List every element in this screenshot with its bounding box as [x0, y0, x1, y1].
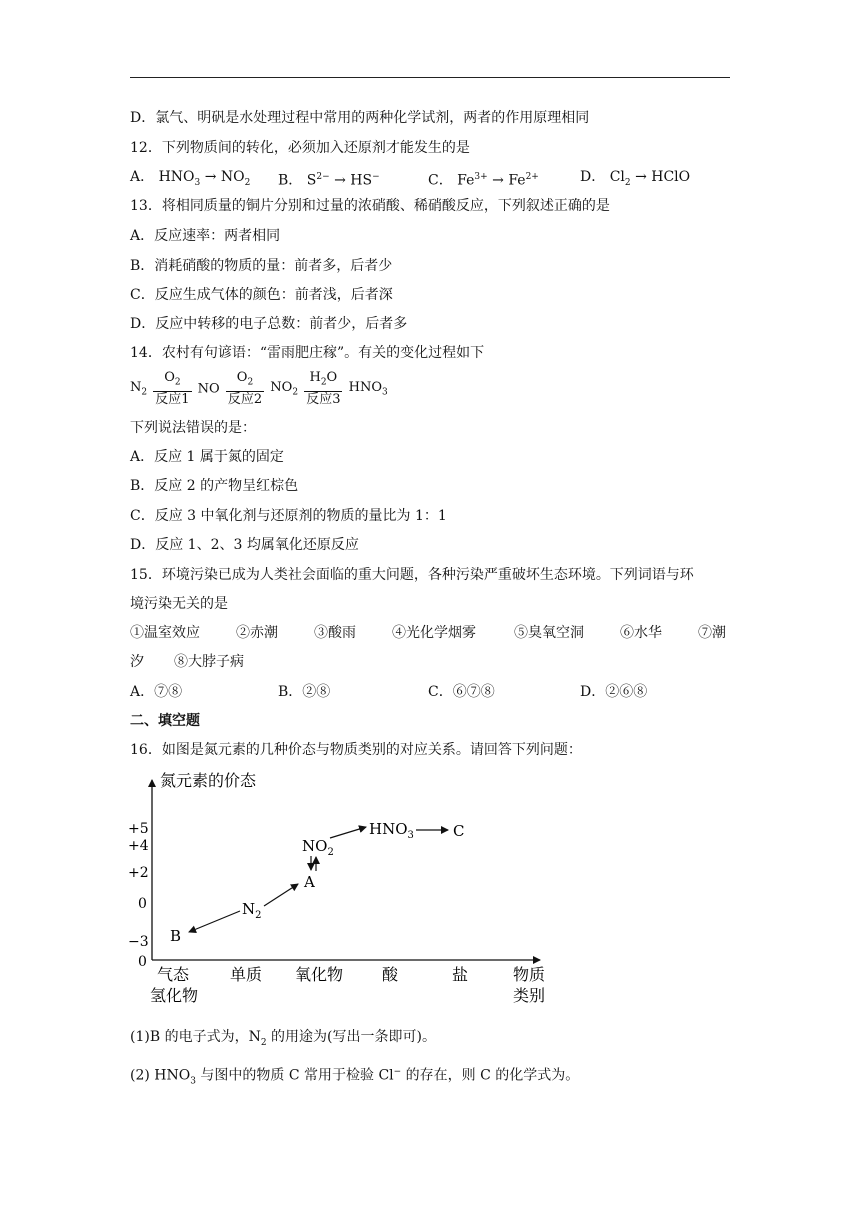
eq-no2: $NO_2$	[270, 380, 299, 398]
q13-option-a: A．反应速率：两者相同	[130, 228, 281, 244]
x-tick-category: 物质	[513, 965, 546, 984]
q15-option-c: C．⑥⑦⑧	[428, 684, 495, 700]
x-tick-gaseous-hydride-2: 氢化物	[150, 986, 199, 1005]
arrow-no2-to-hno3	[330, 827, 366, 838]
arrow-n2-to-b	[189, 911, 240, 932]
q15-item-6: ⑥水华	[620, 625, 662, 641]
q16-part-2: (2) $HNO_3$ 与图中的物质 C 常用于检验 Cl− 的存在，则 C 的化学式为。	[130, 1067, 580, 1087]
y-tick-plus2: +2	[128, 865, 149, 881]
x-tick-acid: 酸	[382, 965, 399, 984]
q14-sub-stem: 下列说法错误的是：	[130, 420, 256, 436]
point-a: A	[304, 873, 315, 891]
section-2-heading: 二、填空题	[130, 713, 200, 729]
q12-option-d: D． $Cl_2$ → HClO	[580, 169, 691, 188]
q15-item-8: ⑧大脖子病	[174, 654, 244, 670]
q12-option-b: B． $S^{2-} \to HS^-$	[278, 172, 380, 189]
point-hno3: $HNO_3$	[369, 820, 414, 841]
q12-option-c: C． $Fe^{3+} \to Fe^{2+}$	[428, 172, 539, 189]
q12-option-a: A． $HNO_3 \to NO_2$	[130, 169, 251, 188]
x-tick-gaseous-hydride: 气态	[157, 965, 190, 984]
y-axis-label: 氮元素的价态	[160, 771, 257, 790]
eq-reaction-2: $\frac{O_2}{\text{反应2}}$	[227, 370, 263, 407]
header-rule	[130, 77, 730, 78]
x-tick-category-2: 类别	[513, 986, 546, 1005]
q15-item-1: ①温室效应	[130, 625, 200, 641]
q15-item-7: ⑦潮	[698, 625, 726, 641]
y-tick-plus5: +5	[128, 821, 149, 837]
y-tick-zero: 0	[138, 896, 147, 912]
q14-option-d: D．反应 1、2、3 均属氧化还原反应	[130, 537, 359, 553]
eq-reaction-3: $\frac{H_2O}{\text{反应3}}$	[306, 370, 341, 407]
eq-hno3: $HNO_3$	[348, 380, 388, 398]
x-tick-oxide: 氧化物	[295, 965, 344, 984]
q13-stem: 13．将相同质量的铜片分别和过量的浓硝酸、稀硝酸反应，下列叙述正确的是	[130, 198, 610, 214]
origin-label: 0	[138, 954, 147, 970]
q16-stem: 16．如图是氮元素的几种价态与物质类别的对应关系。请回答下列问题：	[130, 742, 582, 758]
q16-part-1: (1)B 的电子式为，$N_2$ 的用途为(写出一条即可)。	[130, 1029, 436, 1048]
q14-option-c: C．反应 3 中氧化剂与还原剂的物质的量比为 1：1	[130, 508, 447, 524]
arrow-n2-to-a	[264, 884, 298, 906]
q12-stem: 12．下列物质间的转化，必须加入还原剂才能发生的是	[130, 140, 470, 156]
q13-option-b: B．消耗硝酸的物质的量：前者多，后者少	[130, 258, 393, 274]
q15-stem-line1: 15．环境污染已成为人类社会面临的重大问题，各种污染严重破坏生态环境。下列词语与环	[130, 567, 694, 583]
q15-item-2: ②赤潮	[236, 625, 278, 641]
q15-item-3: ③酸雨	[314, 625, 356, 641]
point-no2: $NO_2$	[302, 837, 334, 858]
point-n2: $N_2$	[242, 900, 262, 921]
q14-option-b: B．反应 2 的产物呈红棕色	[130, 478, 299, 494]
q14-option-a: A．反应 1 属于氮的固定	[130, 449, 284, 465]
x-tick-element: 单质	[230, 965, 263, 984]
q14-stem: 14．农村有句谚语：“雷雨肥庄稼”。有关的变化过程如下	[130, 345, 485, 361]
point-c: C	[453, 822, 465, 840]
q15-option-b: B．②⑧	[278, 684, 331, 700]
q15-option-d: D．②⑥⑧	[580, 684, 648, 700]
x-tick-salt: 盐	[452, 965, 469, 984]
q13-option-d: D．反应中转移的电子总数：前者少，后者多	[130, 316, 408, 332]
y-tick-plus4: +4	[128, 838, 149, 854]
y-tick-minus3: −3	[128, 934, 149, 950]
eq-no: NO	[197, 381, 220, 397]
q13-option-c: C．反应生成气体的颜色：前者浅，后者深	[130, 287, 393, 303]
q15-stem-line2: 境污染无关的是	[130, 596, 228, 612]
eq-n2: $N_2$	[130, 380, 148, 398]
q15-item-7-cont: 汐	[130, 654, 144, 670]
q11-option-d: D．氯气、明矾是水处理过程中常用的两种化学试剂，两者的作用原理相同	[130, 110, 590, 126]
point-b: B	[170, 927, 182, 945]
eq-reaction-1: $\frac{O_2}{\text{反应1}}$	[155, 370, 190, 407]
q15-option-a: A．⑦⑧	[130, 684, 183, 700]
q15-item-4: ④光化学烟雾	[392, 625, 476, 641]
q15-item-5: ⑤臭氧空洞	[514, 625, 584, 641]
q14-reaction-chain	[130, 370, 388, 408]
